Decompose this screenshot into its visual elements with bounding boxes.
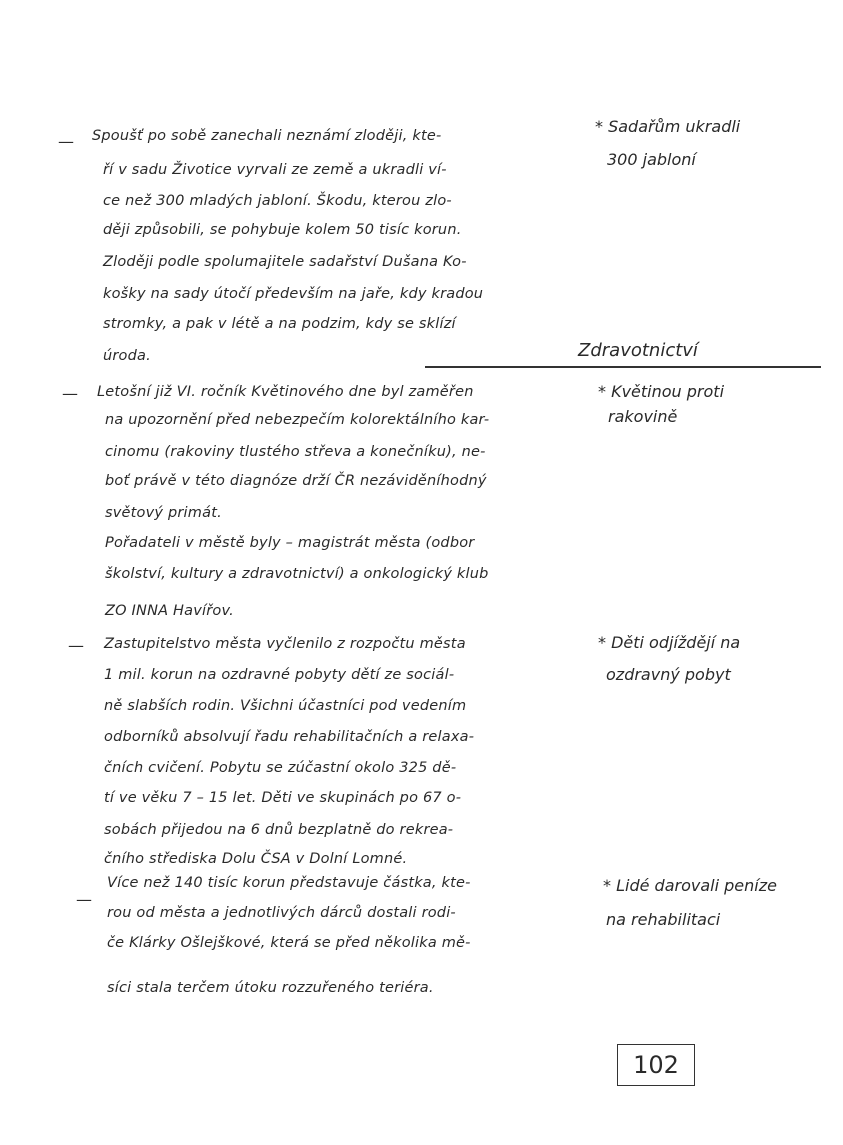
margin-headline: * Květinou proti [598,382,725,401]
text-line: Pořadateli v městě byly – magistrát města (odbor [105,535,475,551]
entry-bullet-dash: — [58,132,74,151]
text-line: ně slabších rodin. Všichni účastníci pod vedením [104,698,467,714]
margin-headline: 300 jabloní [607,150,696,169]
text-line: Více než 140 tisíc korun představuje částka, kte- [107,875,471,891]
text-line: čního střediska Dolu ČSA v Dolní Lomné. [104,851,408,867]
entry-bullet-dash: — [62,384,78,403]
text-line: na upozornění před nebezpečím kolorektálního kar- [105,412,490,428]
entry-bullet-dash: — [68,636,84,655]
text-line: ději způsobili, se pohybuje kolem 50 tisíc korun. [103,222,462,238]
text-line: sobách přijedou na 6 dnů bezplatně do rekrea- [104,822,454,838]
text-line: čních cvičení. Pobytu se zúčastní okolo 325 dě- [104,760,457,776]
section-rule [425,366,821,368]
text-line: ZO INNA Havířov. [105,603,234,619]
text-line: rou od města a jednotlivých dárců dostali rodi- [107,905,456,921]
margin-headline: * Sadařům ukradli [595,117,741,136]
text-line: úroda. [103,348,151,364]
page-number-box [617,1044,695,1086]
text-line: cinomu (rakoviny tlustého střeva a konečníku), ne- [105,444,486,460]
text-line: Zloději podle spolumajitele sadařství Dušana Ko- [103,254,467,270]
text-line: Spoušť po sobě zanechali neznámí zloději, kte- [92,128,442,144]
text-line: světový primát. [105,505,222,521]
margin-headline: ozdravný pobyt [606,665,731,684]
text-line: školství, kultury a zdravotnictví) a onkologický klub [105,566,489,582]
entry-bullet-dash: — [76,890,92,909]
text-line: ří v sadu Životice vyrvali ze země a ukradli ví- [103,162,447,178]
margin-headline: * Lidé darovali peníze [603,876,777,895]
text-line: síci stala terčem útoku rozzuřeného teriéra. [107,980,434,996]
text-line: Letošní již VI. ročník Květinového dne byl zaměřen [97,384,474,400]
margin-headline: * Děti odjíždějí na [598,633,741,652]
text-line: stromky, a pak v létě a na podzim, kdy se sklízí [103,316,456,332]
text-line: če Klárky Ošlejškové, která se před několika mě- [107,935,471,951]
text-line: tí ve věku 7 – 15 let. Děti ve skupinách po 67 o- [104,790,462,806]
text-line: 1 mil. korun na ozdravné pobyty dětí ze sociál- [104,667,455,683]
text-line: boť právě v této diagnóze drží ČR nezáviděníhodný [105,473,487,489]
text-line: odborníků absolvují řadu rehabilitačních a relaxa- [104,729,475,745]
text-line: Zastupitelstvo města vyčlenilo z rozpočtu města [104,636,466,652]
text-line: košky na sady útočí především na jaře, kdy kradou [103,286,484,302]
text-line: ce než 300 mladých jabloní. Škodu, kterou zlo- [103,193,452,209]
margin-headline: na rehabilitaci [606,910,721,929]
margin-headline: rakovině [608,407,678,426]
page-number: 102 [633,1051,679,1079]
section-heading: Zdravotnictví [578,340,698,361]
